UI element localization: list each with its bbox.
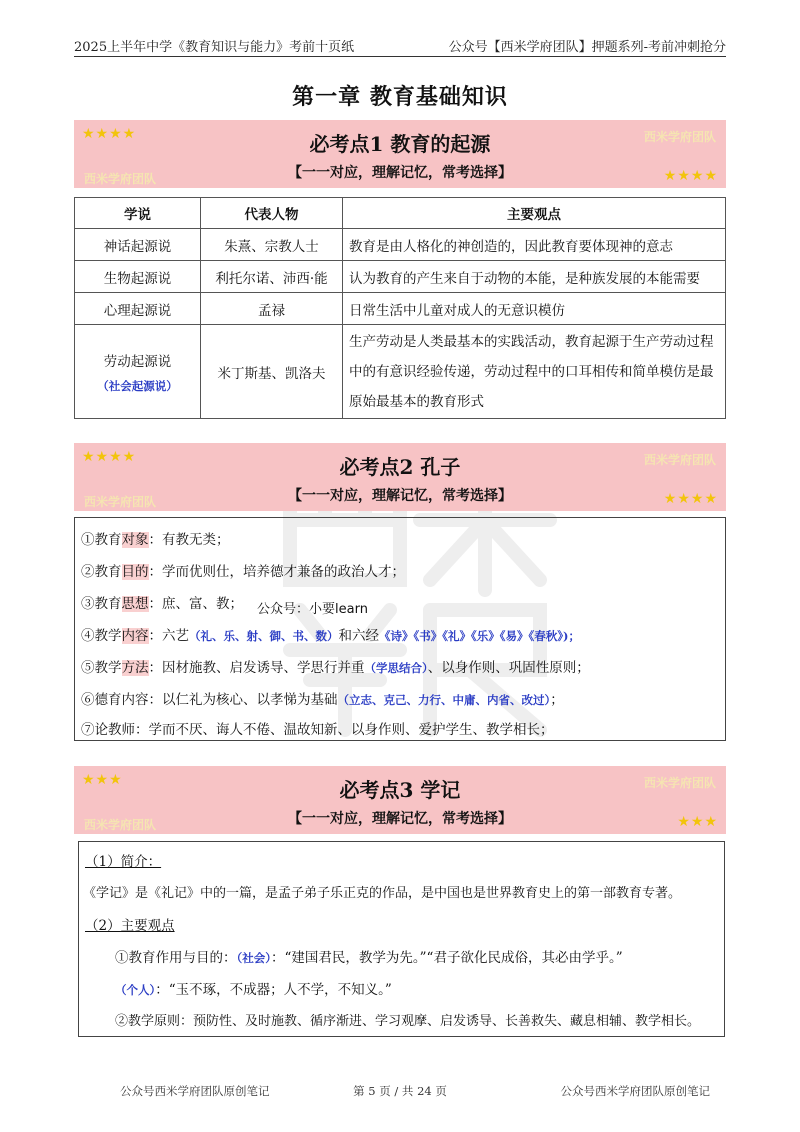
list-item: ①教育作用与目的：（社会）：“建国君民，教学为先。”“君子欲化民成俗，其必由学乎。” [115,950,623,966]
view-cell [343,325,726,419]
column-header: 主要观点 [343,198,726,229]
section1-banner [74,120,726,188]
view-line: 原始最基本的教育形式 [349,393,484,410]
subsection-heading: （2）主要观点 [85,918,175,934]
chapter-title: 第一章 教育基础知识 [292,84,508,110]
person-cell: 朱熹、宗教人士 [201,229,343,261]
header-divider [74,56,726,57]
theory-cell [75,325,201,419]
table-row [75,261,726,293]
list-item: ③教育思想：庶、富、教； [81,596,243,612]
confucius-box [74,517,726,741]
star-rating: ★★★ [82,772,123,788]
section2-banner [74,443,726,511]
section1-subtitle: 【一一对应，理解记忆，常考选择】 [288,165,512,181]
person-cell: 孟禄 [201,293,343,325]
overlay-text: 公众号：小要learn [257,602,368,617]
section1-title: 必考点1 教育的起源 [309,132,491,156]
section2-subtitle: 【一一对应，理解记忆，常考选择】 [288,488,512,504]
page-number: 第 5 页 / 共 24 页 [353,1084,447,1098]
list-item: ⑤教学方法：因材施教、启发诱导、学思行并重（学思结合）、以身作则、巩固性原则； [81,660,590,676]
header-right: 公众号【西米学府团队】押题系列-考前冲刺抢分 [448,40,726,55]
banner-watermark: 西米学府团队 [643,776,716,790]
section3-subtitle: 【一一对应，理解记忆，常考选择】 [288,811,512,827]
section3-banner [74,766,726,834]
theory-cell: 生物起源说 [75,261,201,293]
footer-right: 公众号西米学府团队原创笔记 [560,1084,710,1098]
banner-watermark: 西米学府团队 [84,495,157,509]
table-header-row [75,198,726,229]
section2-title: 必考点2 孔子 [339,455,461,479]
banner-watermark: 西米学府团队 [84,818,157,832]
footer-left: 公众号西米学府团队原创笔记 [120,1084,270,1098]
banner-watermark: 西米学府团队 [84,172,157,186]
theory-name: 劳动起源说 [103,353,172,370]
header-left: 2025上半年中学《教育知识与能力》考前十页纸 [74,40,355,55]
subsection-heading: （1）简介： [85,854,162,870]
view-line: 生产劳动是人类最基本的实践活动，教育起源于生产劳动过程 [349,333,714,350]
table-row [75,229,726,261]
list-item: ②教学原则：预防性、及时施教、循序渐进、学习观摩、启发诱导、长善救失、藏息相辅、教学相长。 [115,1014,701,1029]
table-row [75,325,726,419]
person-cell: 利托尔诺、沛西·能 [201,261,343,293]
table-row [75,293,726,325]
origins-table [74,197,726,419]
section3-title: 必考点3 学记 [339,778,461,802]
list-item: ①教育对象：有教无类； [81,532,230,548]
view-cell: 日常生活中儿童对成人的无意识模仿 [343,293,726,325]
star-rating: ★★★★ [663,491,718,507]
star-rating: ★★★★ [82,449,137,465]
view-cell: 教育是由人格化的神创造的，因此教育要体现神的意志 [343,229,726,261]
star-rating: ★★★ [677,814,718,830]
list-item: ⑥德育内容：以仁礼为核心、以孝悌为基础（立志、克己、力行、中庸、内省、改过）； [81,692,564,708]
list-item: （个人）：“玉不琢，不成器；人不学，不知义。” [115,982,392,998]
column-header: 学说 [75,198,201,229]
view-line: 中的有意识经验传递，劳动过程中的口耳相传和简单模仿是最 [349,363,714,380]
column-header: 代表人物 [201,198,343,229]
list-item: ⑦论教师：学而不厌、诲人不倦、温故知新、以身作则、爱护学生、教学相长； [81,722,554,738]
banner-watermark: 西米学府团队 [643,130,716,144]
star-rating: ★★★★ [82,126,137,142]
intro-paragraph: 《学记》是《礼记》中的一篇，是孟子弟子乐正克的作品，是中国也是世界教育史上的第一部教育专著。 [83,886,682,901]
star-rating: ★★★★ [663,168,718,184]
list-item: ④教学内容：六艺（礼、乐、射、御、书、数）和六经《诗》《书》《礼》《乐》《易》《春秋》)； [81,628,580,644]
theory-cell: 心理起源说 [75,293,201,325]
theory-note: （社会起源说） [97,378,178,393]
list-item: ②教育目的：学而优则仕，培养德才兼备的政治人才； [81,564,405,580]
banner-watermark: 西米学府团队 [643,453,716,467]
view-cell: 认为教育的产生来自于动物的本能，是种族发展的本能需要 [343,261,726,293]
person-cell: 米丁斯基、凯洛夫 [201,325,343,419]
xueji-box [78,841,725,1037]
theory-cell: 神话起源说 [75,229,201,261]
